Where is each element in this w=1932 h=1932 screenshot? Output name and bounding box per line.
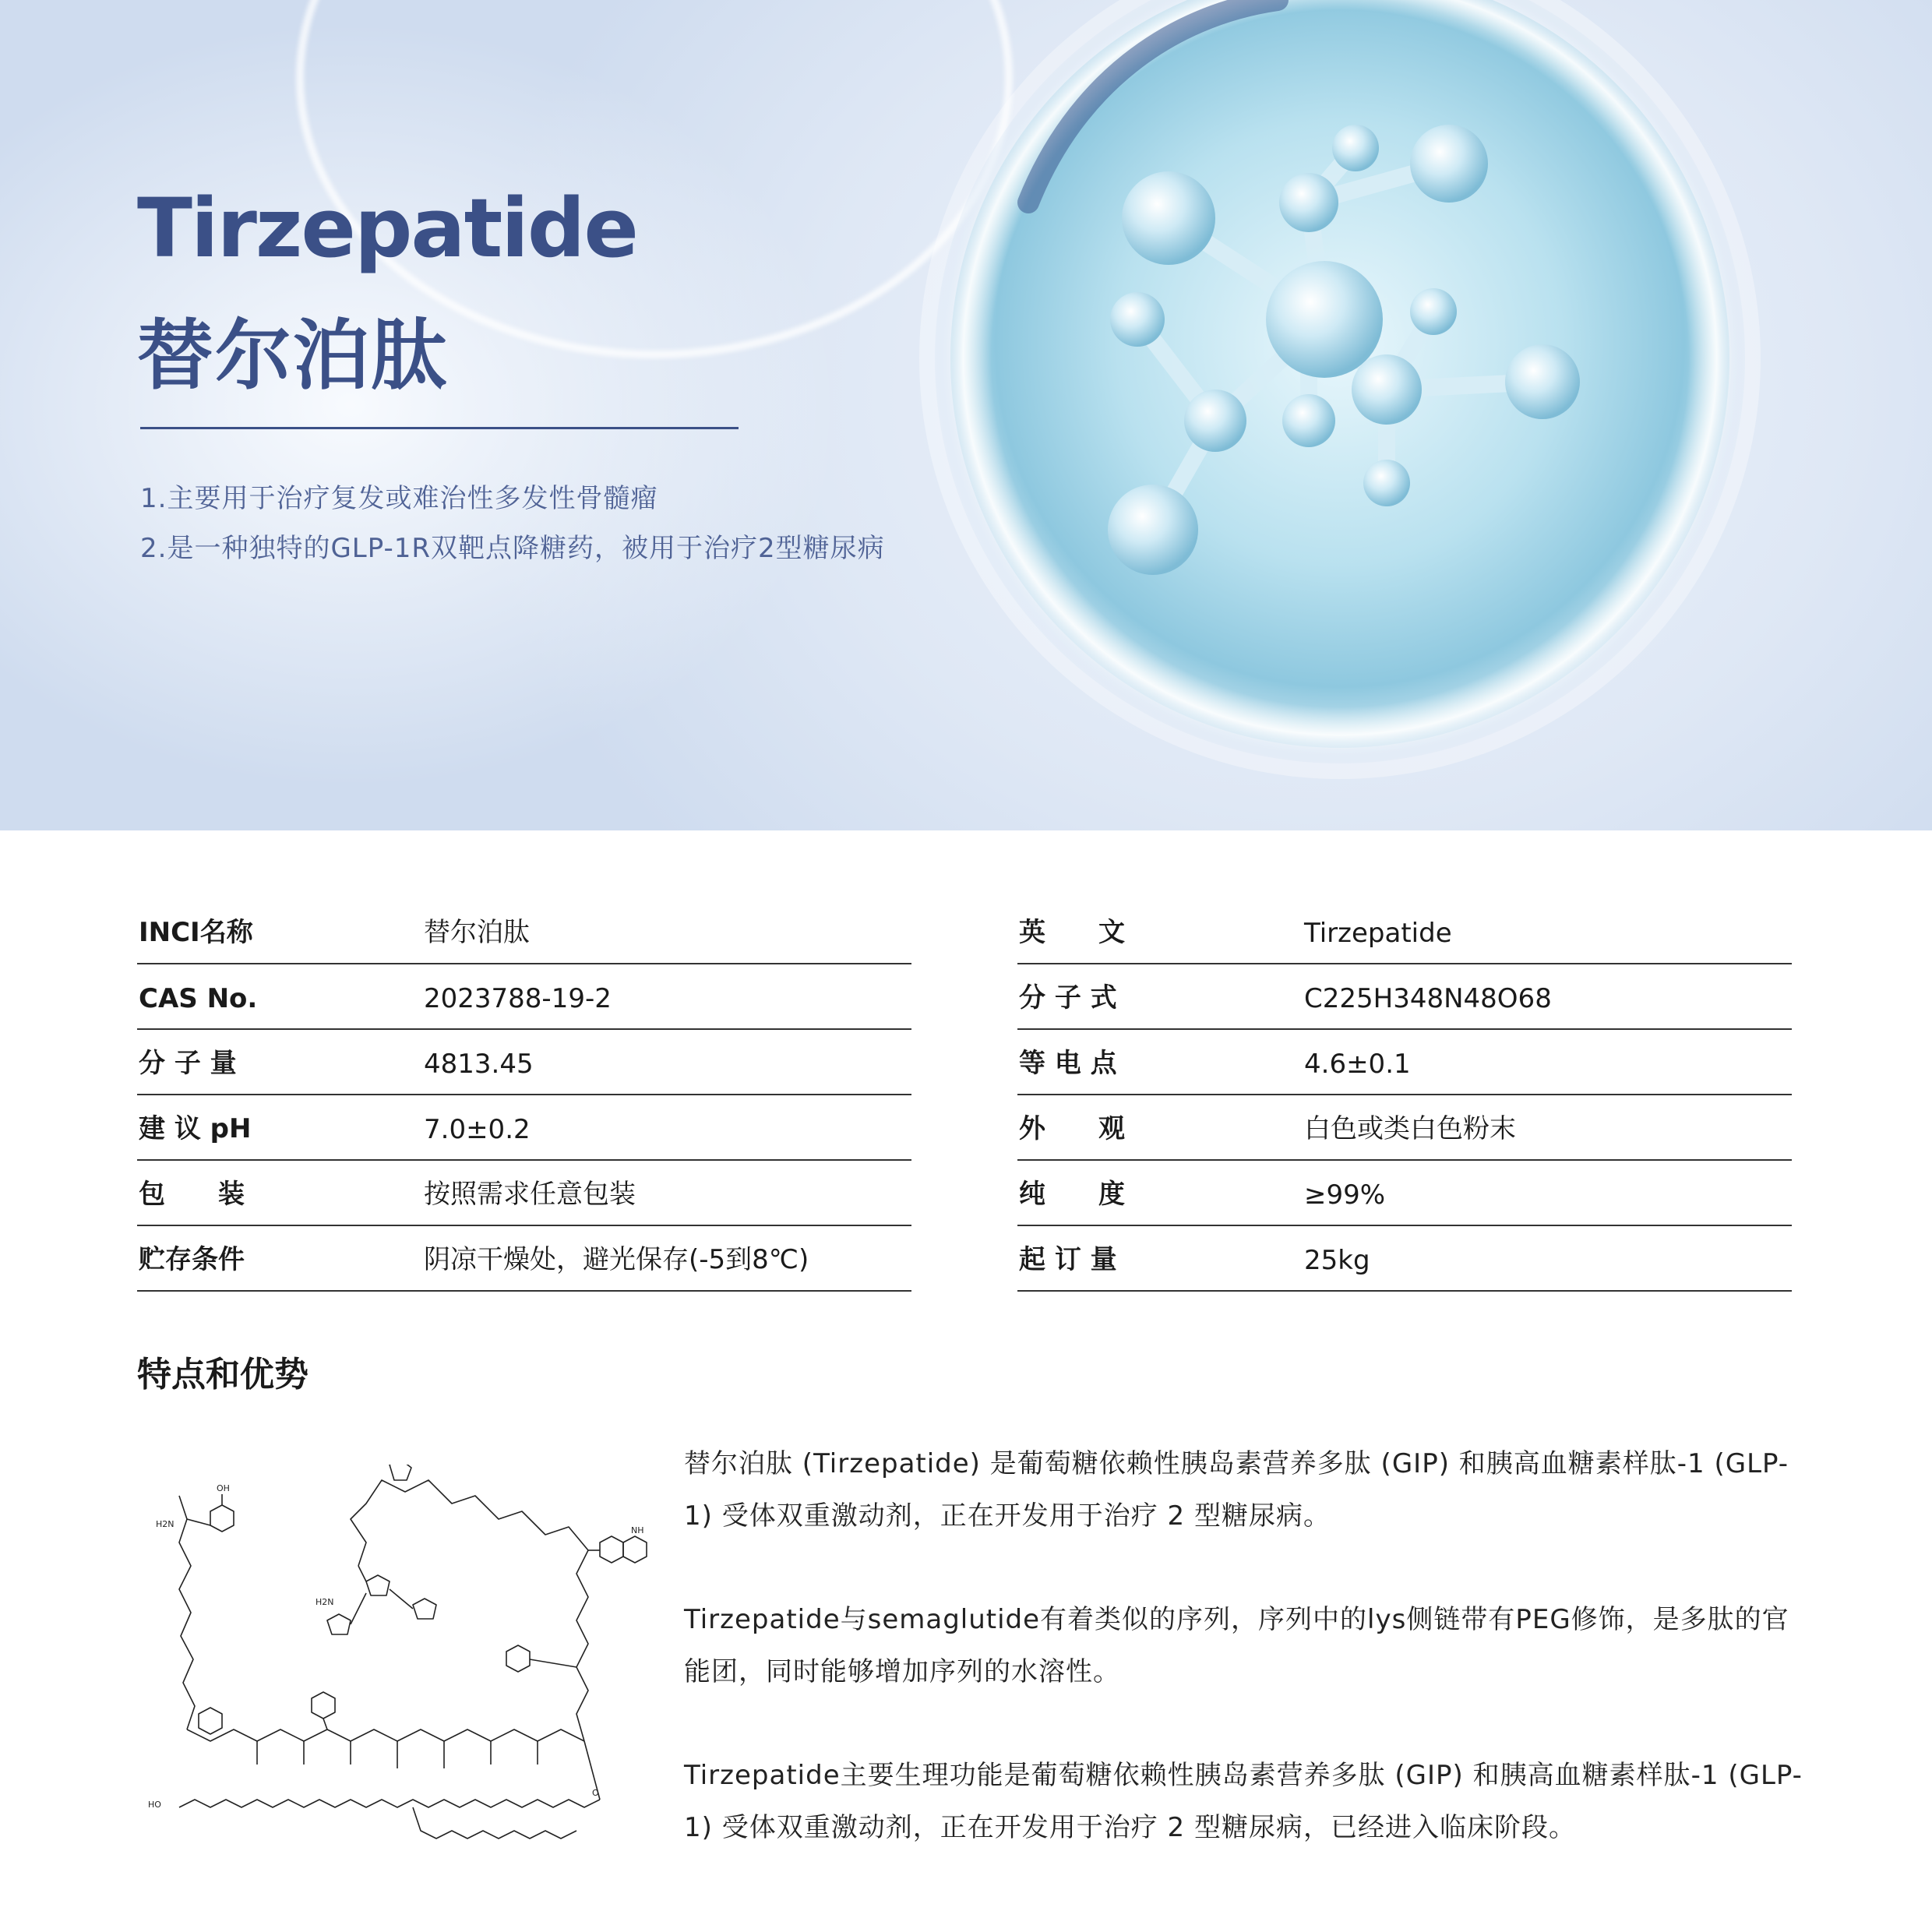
spec-value: 白色或类白色粉末: [1304, 1113, 1516, 1144]
spec-value: C225H348N48O68: [1304, 983, 1552, 1014]
spec-label: 纯 度: [1019, 1179, 1125, 1210]
spec-row-cas: [137, 966, 911, 1030]
hero-banner: [0, 0, 1932, 830]
spec-row-storage: [137, 1228, 911, 1292]
spec-label: 分 子 量: [139, 1048, 237, 1079]
spec-row-packaging: [137, 1162, 911, 1226]
hero-point-2: 2.是一种独特的GLP-1R双靶点降糖药，被用于治疗2型糖尿病: [140, 533, 885, 564]
hero-point-1: 1.主要用于治疗复发或难治性多发性骨髓瘤: [140, 483, 658, 514]
structure-label-h2n-2: H2N: [316, 1597, 334, 1607]
spec-row-inci: [137, 901, 911, 964]
spec-label: 起 订 量: [1019, 1244, 1117, 1275]
spec-value: 2023788-19-2: [424, 983, 612, 1014]
spec-table-left: [137, 901, 911, 1293]
spec-label: 贮存条件: [139, 1244, 245, 1275]
feature-paragraph-2: Tirzepatide与semaglutide有着类似的序列，序列中的lys侧链带有PEG修饰，是多肽的官能团，同时能够增加序列的水溶性。: [684, 1604, 1789, 1687]
spec-label: 包 装: [139, 1179, 245, 1210]
spec-label: 建 议 pH: [139, 1113, 252, 1144]
product-title-en: Tirzepatide: [137, 181, 637, 276]
spec-value: 4.6±0.1: [1304, 1049, 1411, 1080]
structure-label-ho: HO: [148, 1800, 161, 1810]
spec-value: 阴凉干燥处，避光保存(-5到8℃): [424, 1244, 809, 1275]
features-heading: 特点和优势: [137, 1355, 308, 1394]
spec-value: 25kg: [1304, 1245, 1370, 1276]
spec-value: Tirzepatide: [1304, 918, 1452, 949]
structure-label-o: O: [592, 1788, 599, 1798]
spec-row-isoelectric-point: [1017, 1031, 1792, 1095]
spec-value: 7.0±0.2: [424, 1114, 531, 1145]
spec-row-appearance: [1017, 1097, 1792, 1161]
title-divider: [140, 427, 739, 429]
spec-value: 按照需求任意包装: [424, 1179, 636, 1210]
feature-paragraph-3: Tirzepatide主要生理功能是葡萄糖依赖性胰岛素营养多肽 (GIP) 和胰高血糖素样肽-1 (GLP-1) 受体双重激动剂，正在开发用于治疗 2 型糖尿病，已经进入临床阶段。: [684, 1760, 1803, 1843]
spec-label: 外 观: [1019, 1113, 1125, 1144]
structure-label-h2n: H2N: [156, 1519, 175, 1529]
spec-label: CAS No.: [139, 983, 258, 1014]
structure-label-nh: NH: [631, 1525, 644, 1535]
spec-row-formula: [1017, 966, 1792, 1030]
spec-label: INCI名称: [139, 917, 253, 948]
peptide-structure-diagram: [132, 1465, 662, 1870]
structure-label-oh: OH: [217, 1483, 230, 1493]
spec-value: 替尔泊肽: [424, 917, 530, 948]
spec-row-ph: [137, 1097, 911, 1161]
product-title-cn: 替尔泊肽: [137, 312, 450, 400]
spec-value: 4813.45: [424, 1049, 534, 1080]
molecule-orb-illustration: [841, 0, 1807, 779]
spec-label: 等 电 点: [1019, 1048, 1117, 1079]
spec-label: 英 文: [1019, 917, 1125, 948]
spec-value: ≥99%: [1304, 1179, 1386, 1211]
spec-row-moq: [1017, 1228, 1792, 1292]
spec-row-purity: [1017, 1162, 1792, 1226]
feature-paragraph-1: 替尔泊肽 (Tirzepatide) 是葡萄糖依赖性胰岛素营养多肽 (GIP) 和胰高血糖素样肽-1 (GLP-1) 受体双重激动剂，正在开发用于治疗 2 型糖尿病。: [684, 1448, 1789, 1532]
spec-row-english: [1017, 901, 1792, 964]
spec-table-right: [1017, 901, 1792, 1293]
spec-row-molecular-weight: [137, 1031, 911, 1095]
spec-label: 分 子 式: [1019, 982, 1117, 1014]
